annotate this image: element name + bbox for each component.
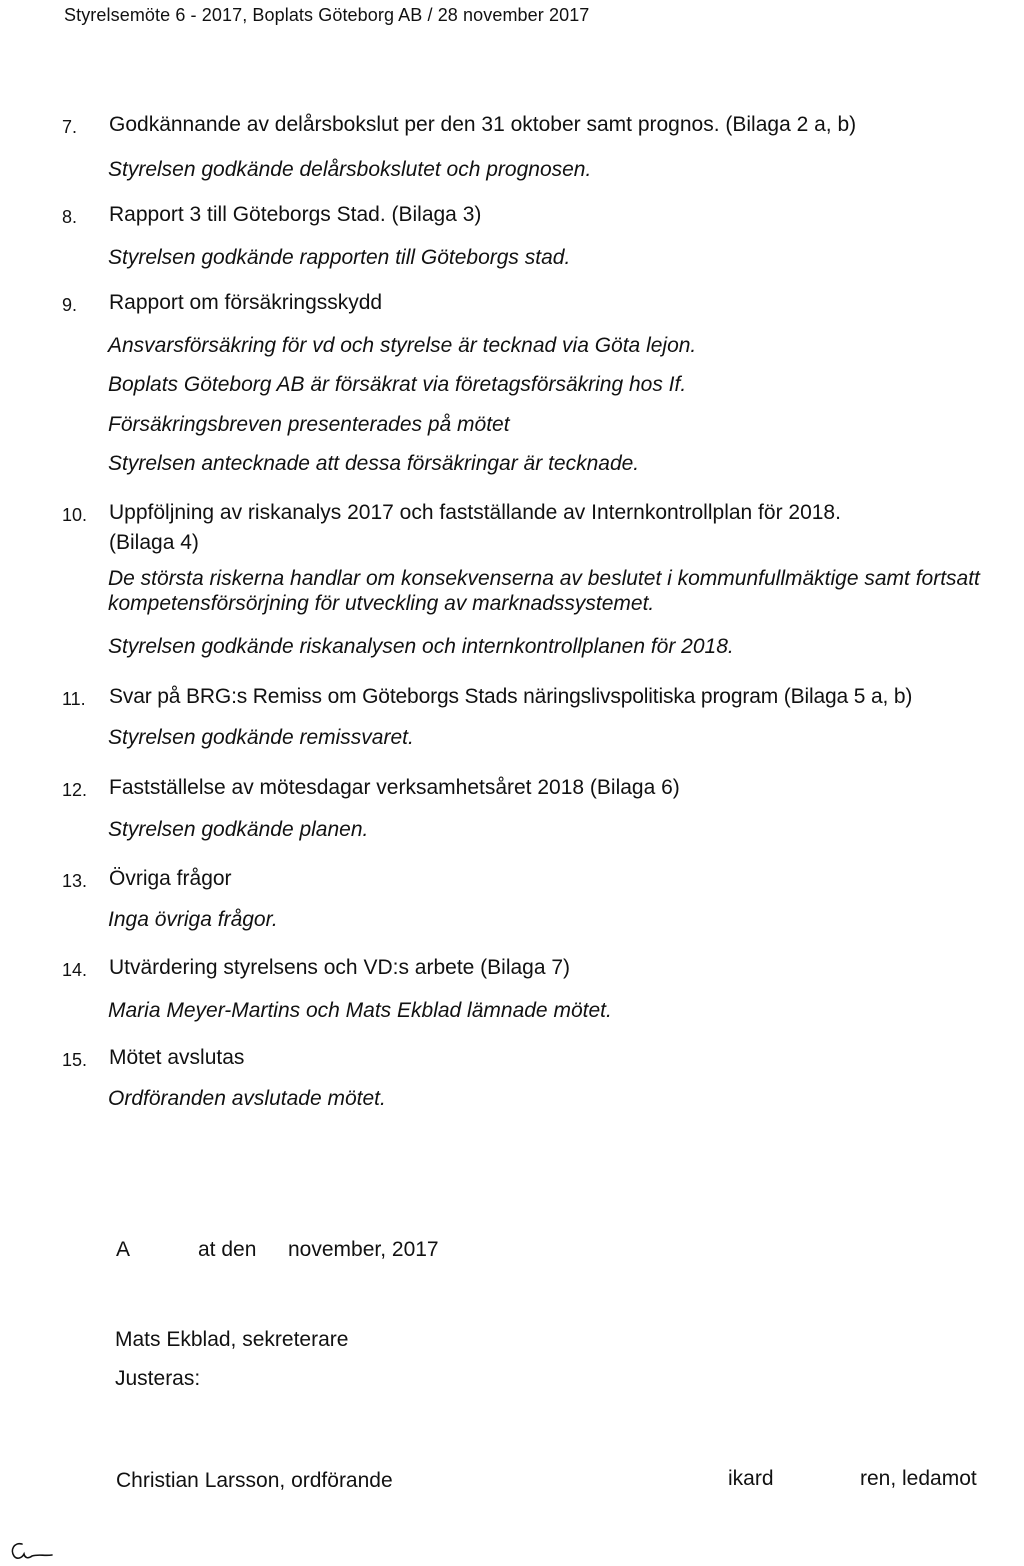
item-note: Styrelsen godkände remissvaret. [108, 726, 414, 749]
item-note: Boplats Göteborg AB är försäkrat via företagsförsäkring hos If. [108, 373, 687, 396]
item-title: Svar på BRG:s Remiss om Göteborgs Stads näringslivspolitiska program (Bilaga 5 a, b) [109, 685, 913, 708]
secretary-name: Mats Ekblad, sekreterare [115, 1328, 349, 1351]
item-title: Godkännande av delårsbokslut per den 31 oktober samt prognos. (Bilaga 2 a, b) [109, 113, 857, 136]
item-note: Inga övriga frågor. [108, 908, 278, 931]
item-number: 8. [62, 207, 78, 227]
item-note: Styrelsen godkände rapporten till Göteborgs stad. [108, 246, 571, 269]
item-number: 12. [62, 780, 88, 800]
item-title: Uppföljning av riskanalys 2017 och fastställande av Internkontrollplan för 2018. [109, 501, 841, 524]
item-note: Styrelsen godkände delårsbokslutet och prognosen. [108, 158, 592, 181]
page-header: Styrelsemöte 6 - 2017, Boplats Göteborg AB / 28 november 2017 [64, 5, 590, 25]
item-number: 7. [62, 117, 78, 137]
item-title: Övriga frågor [109, 867, 232, 890]
item-note: Försäkringsbreven presenterades på mötet [108, 413, 510, 436]
item-note: Ansvarsförsäkring för vd och styrelse är tecknad via Göta lejon. [108, 334, 697, 357]
item-note: Ordföranden avslutade mötet. [108, 1087, 386, 1110]
item-note: De största riskerna handlar om konsekvenserna av beslutet i kommunfullmäktige samt fortsatt kompetensförsörjning för utveckling av marknadssystemet. [108, 567, 980, 615]
member-name-part2: ren, ledamot [860, 1467, 977, 1490]
item-note: Styrelsen godkände riskanalysen och internkontrollplanen för 2018. [108, 635, 734, 658]
item-title: Utvärdering styrelsens och VD:s arbete (Bilaga 7) [109, 956, 571, 979]
date-prefix: A [116, 1238, 131, 1261]
item-number: 15. [62, 1050, 88, 1070]
item-number: 11. [62, 689, 86, 709]
item-number: 9. [62, 295, 78, 315]
item-title: Rapport 3 till Göteborgs Stad. (Bilaga 3) [109, 203, 482, 226]
item-note: Styrelsen antecknade att dessa försäkringar är tecknade. [108, 452, 640, 475]
handwritten-mark-icon [8, 1534, 56, 1564]
item-title-line2: (Bilaga 4) [109, 531, 199, 554]
item-title: Mötet avslutas [109, 1046, 245, 1069]
justeras-label: Justeras: [115, 1367, 201, 1390]
chair-name: Christian Larsson, ordförande [116, 1469, 393, 1492]
item-number: 13. [62, 871, 88, 891]
item-number: 14. [62, 960, 88, 980]
item-note: Maria Meyer-Martins och Mats Ekblad lämnade mötet. [108, 999, 612, 1022]
item-note: Styrelsen godkände planen. [108, 818, 369, 841]
item-title: Fastställelse av mötesdagar verksamhetsåret 2018 (Bilaga 6) [109, 776, 680, 799]
item-number: 10. [62, 505, 88, 525]
member-name-part1: ikard [728, 1467, 774, 1490]
item-title: Rapport om försäkringsskydd [109, 291, 383, 314]
date-at-den: at den [198, 1238, 257, 1261]
date-month-year: november, 2017 [288, 1238, 439, 1261]
